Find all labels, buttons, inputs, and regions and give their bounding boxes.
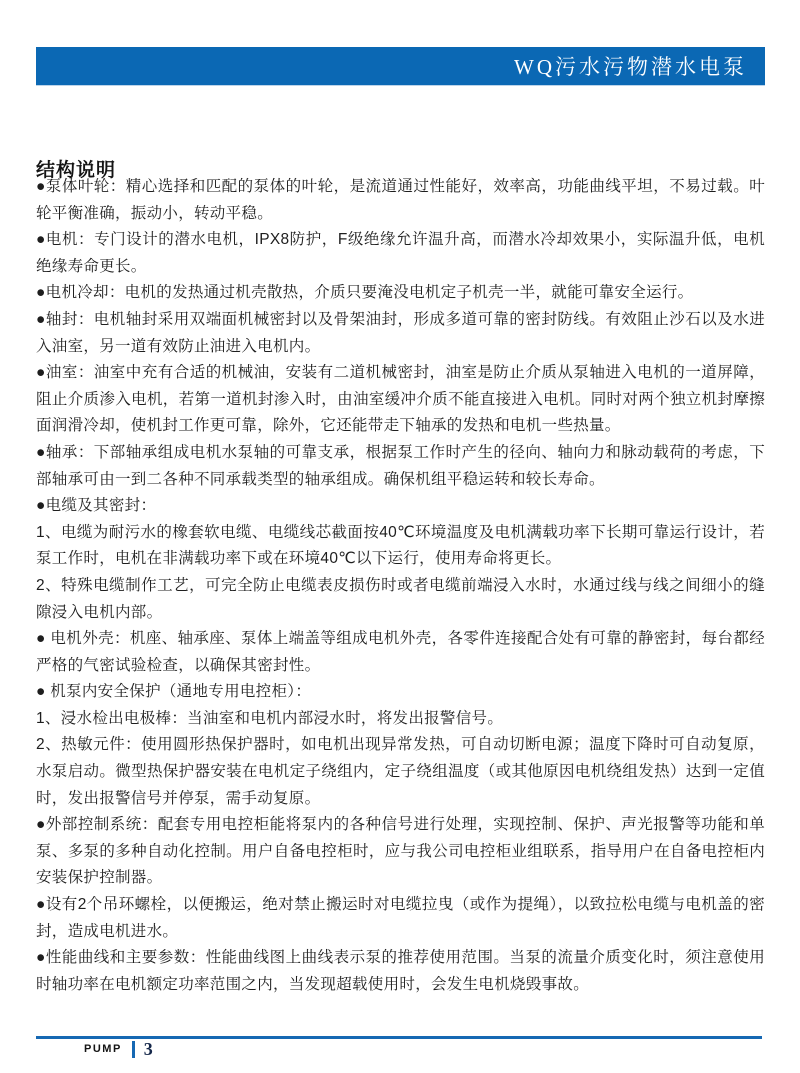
body-paragraph: ●电缆及其密封：	[36, 497, 157, 515]
footer-divider	[132, 1041, 135, 1058]
body-paragraph: 2、热敏元件：使用圆形热保护器时，如电机出现异常发热，可自动切断电源；温度下降时可自动复原，水泵启动。微型热保护器安装在电机定子绕组内，定子绕组温度（或其他原因电机绕组发热）达到一定值时，发出报警信号并停泵，需手动复原。	[36, 736, 765, 807]
section-title: 结构说明	[36, 159, 117, 181]
body-paragraph: ●设有2个吊环螺栓，以便搬运，绝对禁止搬运时对电缆拉曳（或作为提绳），以致拉松电缆与电机盖的密封，造成电机进水。	[36, 896, 765, 940]
body-paragraph: ●轴承：下部轴承组成电机水泵轴的可靠支承，根据泵工作时产生的径向、轴向力和脉动载荷的考虑，下部轴承可由一到二各种不同承载类型的轴承组成。确保机组平稳运转和较长寿命。	[36, 443, 765, 488]
body-paragraph: 1、浸水检出电极棒：当油室和电机内部浸水时，将发出报警信号。	[36, 709, 504, 727]
footer-brand: PUMP	[84, 1043, 122, 1055]
body-paragraph: 1、电缆为耐污水的橡套软电缆、电缆线芯截面按40℃环境温度及电机满载功率下长期可靠运行设计，若泵工作时，电机在非满载功率下或在环境40℃以下运行，使用寿命将更长。	[36, 523, 765, 568]
body-paragraph: ●性能曲线和主要参数：性能曲线图上曲线表示泵的推荐使用范围。当泵的流量介质变化时，须注意使用时轴功率在电机额定功率范围之内，当发现超载使用时，会发生电机烧毁事故。	[36, 949, 765, 993]
body-paragraph: ●外部控制系统：配套专用电控柜能将泵内的各种信号进行处理，实现控制、保护、声光报警等功能和单泵、多泵的多种自动化控制。用户自备电控柜时，应与我公司电控柜业组联系，指导用户在自备电控柜内安装保护控制器。	[36, 816, 765, 887]
body-paragraph: ●电机：专门设计的潜水电机，IPX8防护，F级绝缘允许温升高，而潜水冷却效果小，实际温升低，电机绝缘寿命更长。	[36, 231, 765, 275]
footer	[84, 1040, 153, 1058]
body-paragraph: ●油室：油室中充有合适的机械油，安装有二道机械密封，油室是防止介质从泵轴进入电机的一道屏障，阻止介质渗入电机，若第一道机封渗入时，由油室缓冲介质不能直接进入电机。同时对两个独立机封摩擦面润滑冷却，使机封工作更可靠，除外，它还能带走下轴承的发热和电机一些热量。	[36, 364, 765, 435]
body-paragraph: ● 机泵内安全保护（通地专用电控柜）：	[36, 683, 312, 701]
body-paragraph: ●泵体叶轮：精心选择和匹配的泵体的叶轮，是流道通过性能好，效率高，功能曲线平坦，不易过载。叶轮平衡准确，振动小，转动平稳。	[36, 178, 765, 222]
body-text-block	[36, 174, 765, 998]
body-paragraph: ●轴封：电机轴封采用双端面机械密封以及骨架油封，形成多道可靠的密封防线。有效阻止沙石以及水进入油室，另一道有效防止油进入电机内。	[36, 310, 765, 355]
body-paragraph: ● 电机外壳：机座、轴承座、泵体上端盖等组成电机外壳，各零件连接配合处有可靠的静密封，每台都经严格的气密试验检查，以确保其密封性。	[36, 630, 765, 674]
page-title: WQ污水污物潜水电泵	[514, 55, 747, 79]
body-paragraph: ●电机冷却：电机的发热通过机壳散热，介质只要淹没电机定子机壳一半，就能可靠安全运行。	[36, 284, 694, 302]
body-paragraph: 2、特殊电缆制作工艺，可完全防止电缆表皮损伤时或者电缆前端浸入水时，水通过线与线之间细小的缝隙浸入电机内部。	[36, 576, 765, 621]
footer-page-number: 3	[143, 1039, 153, 1059]
header-banner	[36, 47, 765, 85]
